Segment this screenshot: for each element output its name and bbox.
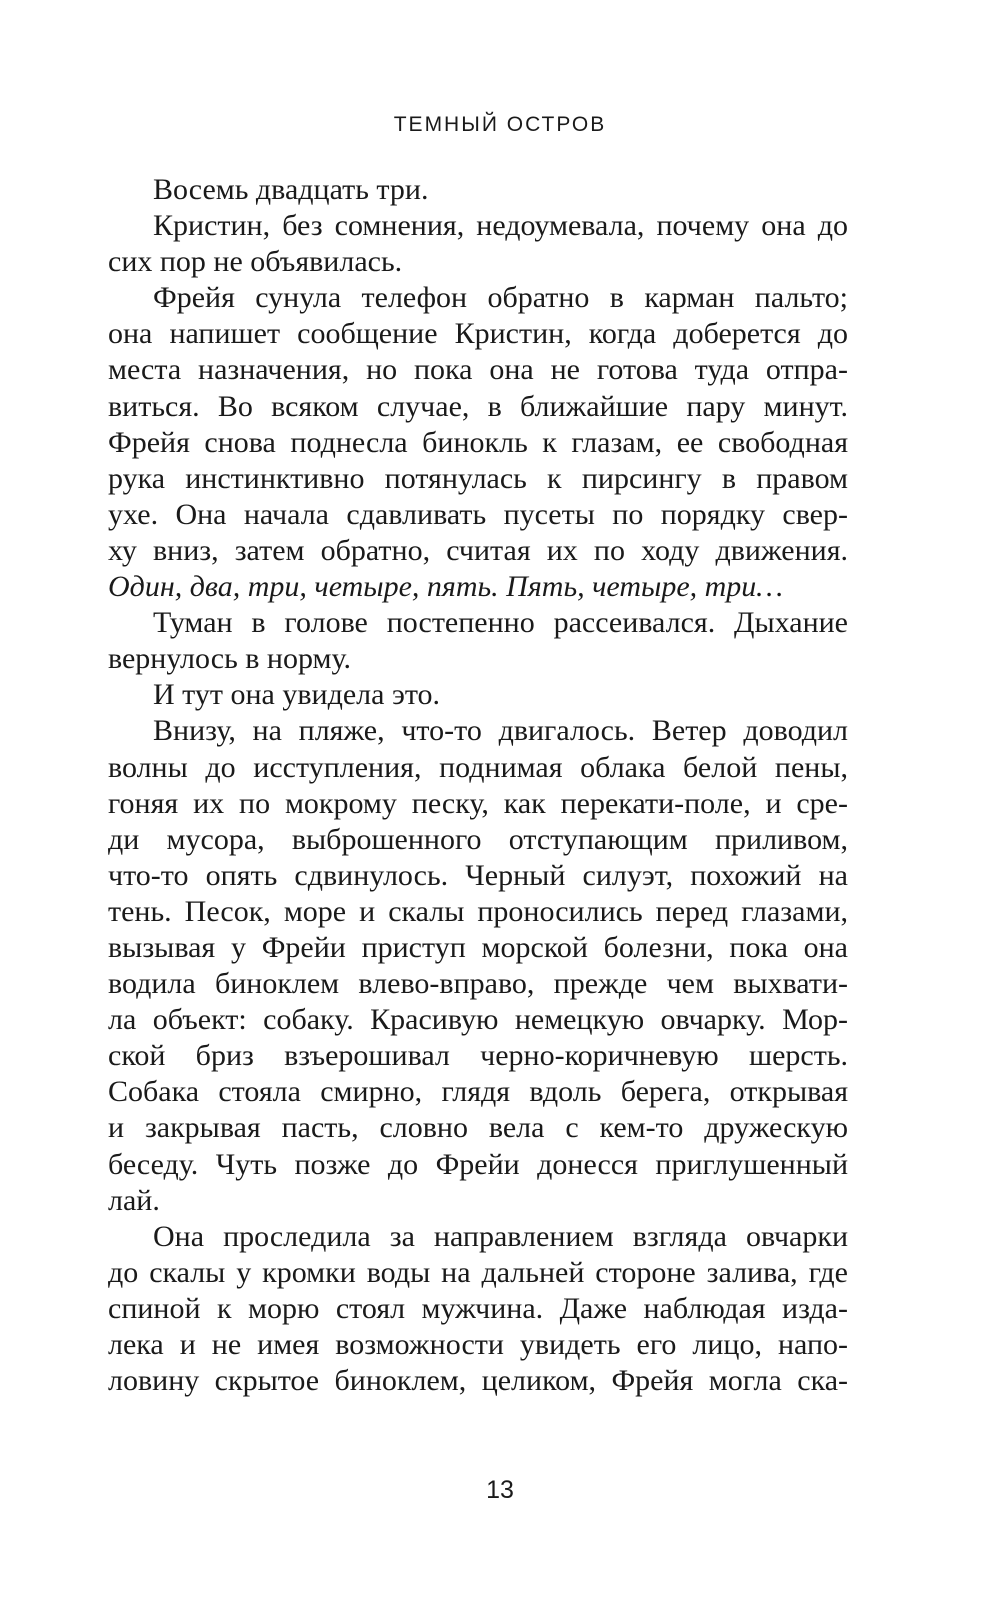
text-line: Внизу, на пляже, что-то двигалось. Ветер доводил [153, 714, 848, 748]
text-line: Фрейя сунула телефон обратно в карман пальто; [153, 281, 848, 315]
text-line: вернулось в норму. [108, 642, 352, 676]
text-line: ла объект: собаку. Красивую немецкую овчарку. Мор- [108, 1003, 848, 1037]
text-line: она напишет сообщение Кристин, когда доберется до [108, 317, 848, 351]
text-line: лай. [108, 1183, 160, 1217]
text-line: Туман в голове постепенно рассеивался. Дыхание [153, 606, 848, 640]
text-line-italic: Один, два, три, четыре, пять. Пять, четыре, три… [108, 570, 783, 604]
text-line: беседу. Чуть позже до Фрейи донесся приглушенный [108, 1147, 848, 1181]
text-line: И тут она увидела это. [153, 678, 441, 712]
text-line: ди мусора, выброшенного отступающим приливом, [108, 822, 848, 856]
text-line: гоняя их по мокрому песку, как перекати-поле, и сре- [108, 786, 848, 820]
text-line: виться. Во всяком случае, в ближайшие пару минут. [108, 389, 848, 423]
text-line: места назначения, но пока она не готова туда отпра- [108, 353, 848, 387]
running-head: ТЕМНЫЙ ОСТРОВ [393, 113, 607, 136]
text-line: ухе. Она начала сдавливать пусеты по порядку свер- [108, 497, 848, 531]
text-line: до скалы у кромки воды на дальней стороне залива, где [108, 1255, 848, 1289]
text-line: лека и не имея возможности увидеть его лицо, напо- [108, 1328, 848, 1361]
text-line: Кристин, без сомнения, недоумевала, почему она до [153, 209, 848, 243]
text-line: и закрывая пасть, словно вела с кем-то дружескую [108, 1111, 848, 1145]
page-number: 13 [486, 1476, 514, 1504]
text-line: что-то опять сдвинулось. Черный силуэт, похожий на [108, 858, 848, 892]
text-line: Фрейя снова поднесла бинокль к глазам, ее свободная [108, 425, 848, 459]
text-line: сих пор не объявилась. [108, 245, 403, 279]
text-line: тень. Песок, море и скалы проносились перед глазами, [108, 894, 848, 928]
text-line: Собака стояла смирно, глядя вдоль берега, открывая [108, 1075, 848, 1109]
text-line: ской бриз взъерошивал черно-коричневую шерсть. [108, 1039, 848, 1073]
text-line: спиной к морю стоял мужчина. Даже наблюдая изда- [108, 1291, 848, 1325]
text-line: водила биноклем влево-вправо, прежде чем выхвати- [108, 967, 848, 1001]
text-line: волны до исступления, поднимая облака белой пены, [108, 750, 848, 784]
text-line: ловину скрытое биноклем, целиком, Фрейя могла ска- [108, 1364, 848, 1398]
text-line: ху вниз, затем обратно, считая их по ходу движения. [108, 533, 848, 567]
text-line: Она проследила за направлением взгляда овчарки [153, 1219, 848, 1253]
body-text [108, 172, 848, 1399]
text-line: вызывая у Фрейи приступ морской болезни, пока она [108, 930, 848, 964]
text-line: рука инстинктивно потянулась к пирсингу в правом [108, 461, 848, 495]
text-line: Восемь двадцать три. [153, 173, 429, 206]
